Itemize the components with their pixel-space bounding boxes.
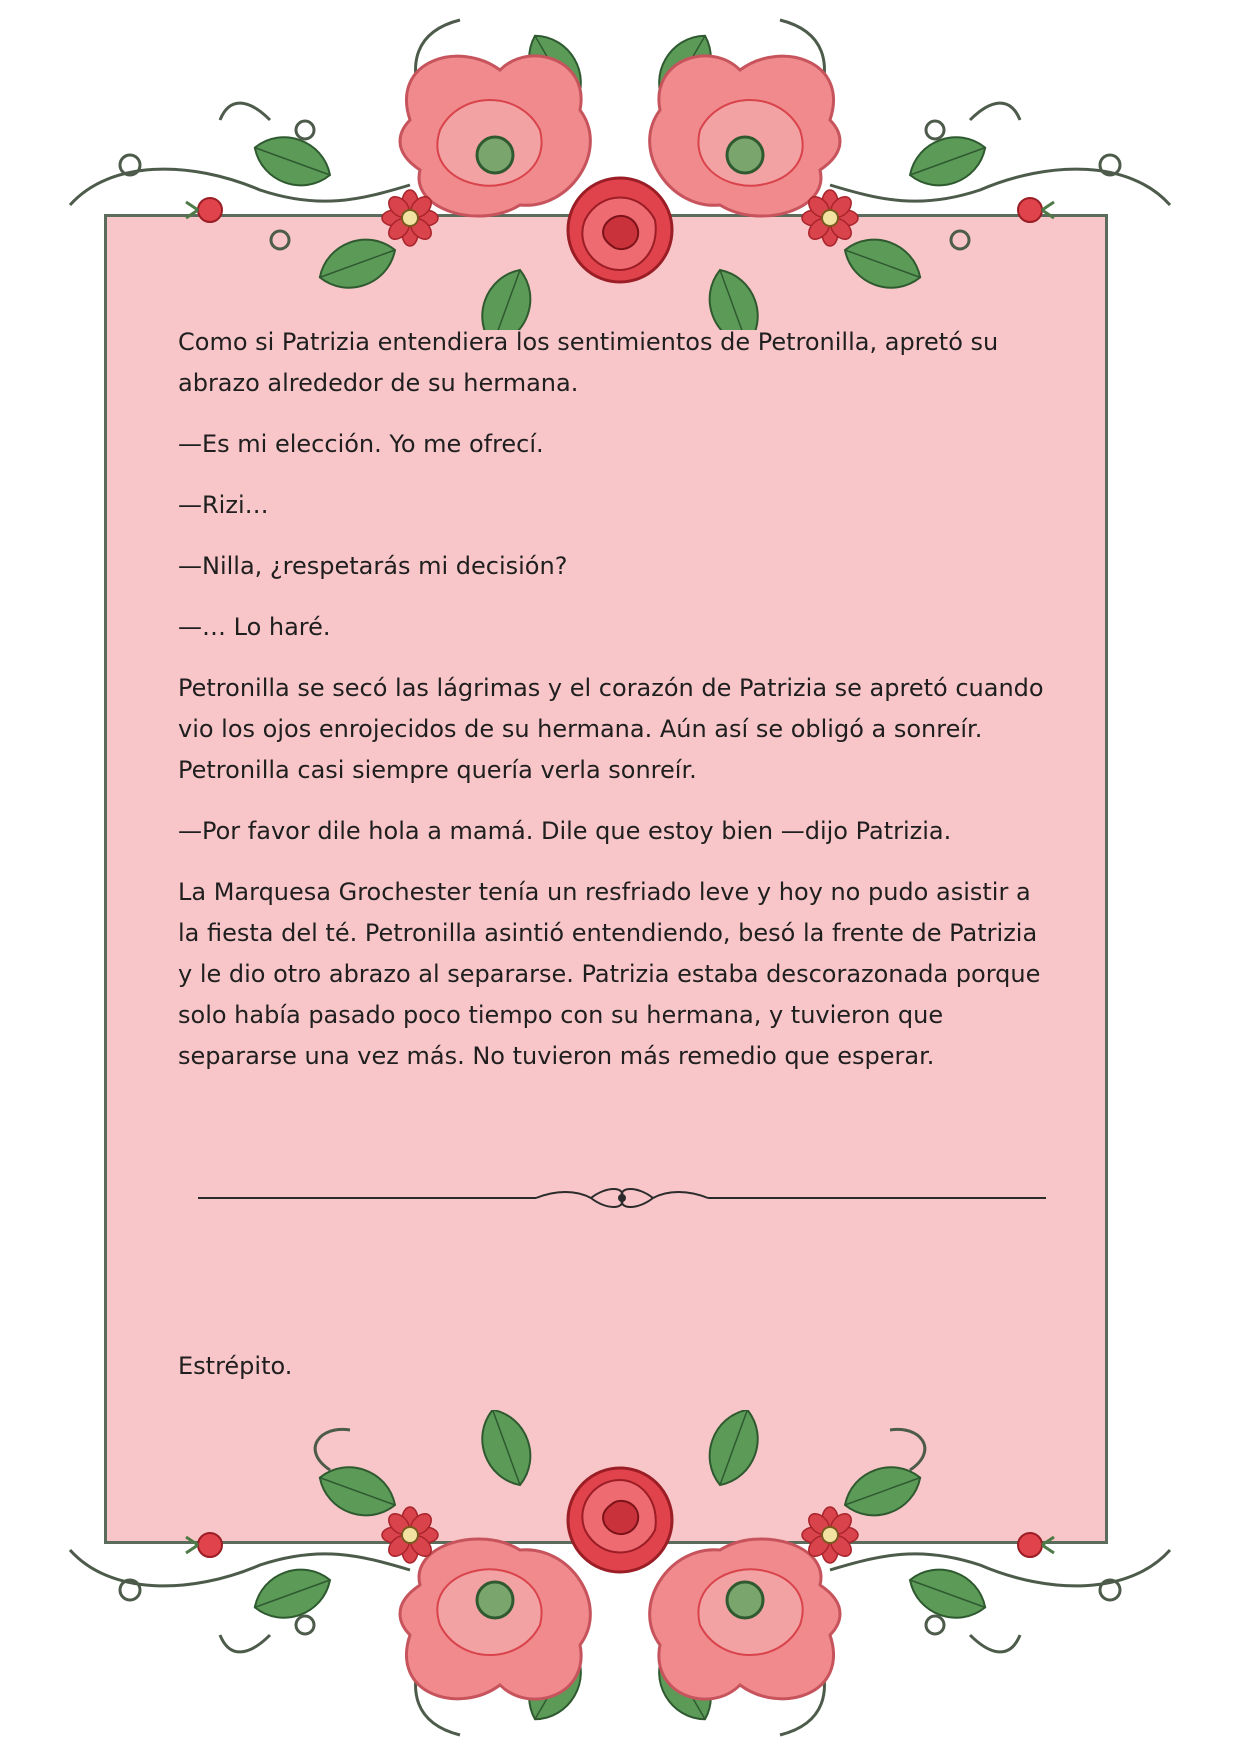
paragraph: —Nilla, ¿respetarás mi decisión? xyxy=(178,552,568,580)
bottom-floral-ornament-icon xyxy=(0,1410,1240,1754)
closing-line: Estrépito. xyxy=(178,1352,293,1380)
paragraph: —Es mi elección. Yo me ofrecí. xyxy=(178,430,544,458)
paragraph: —Por favor dile hola a mamá. Dile que estoy bien —dijo Patrizia. xyxy=(178,817,952,845)
paragraph: —Rizi… xyxy=(178,491,269,519)
flourish-divider-icon xyxy=(196,1180,1048,1216)
paragraph: —… Lo haré. xyxy=(178,613,331,641)
paragraph: La Marquesa Grochester tenía un resfriado leve y hoy no pudo asistir a la fiesta del té. Petronilla asintió entendiendo, besó la frente de Patrizia y le dio otro abrazo al separarse. Patrizia estaba descorazonada porque solo había pasado poco tiempo con su hermana, y tuvieron que separarse una vez más. No tuvieron más remedio que esperar. xyxy=(178,878,1041,1070)
paragraph: Como si Patrizia entendiera los sentimientos de Petronilla, apretó su abrazo alrededor de su hermana. xyxy=(178,328,999,397)
story-text xyxy=(178,322,1058,1097)
top-floral-ornament-icon xyxy=(0,0,1240,330)
paragraph: Petronilla se secó las lágrimas y el corazón de Patrizia se apretó cuando vio los ojos enrojecidos de su hermana. Aún así se obligó a sonreír. Petronilla casi siempre quería verla sonreír. xyxy=(178,674,1044,784)
